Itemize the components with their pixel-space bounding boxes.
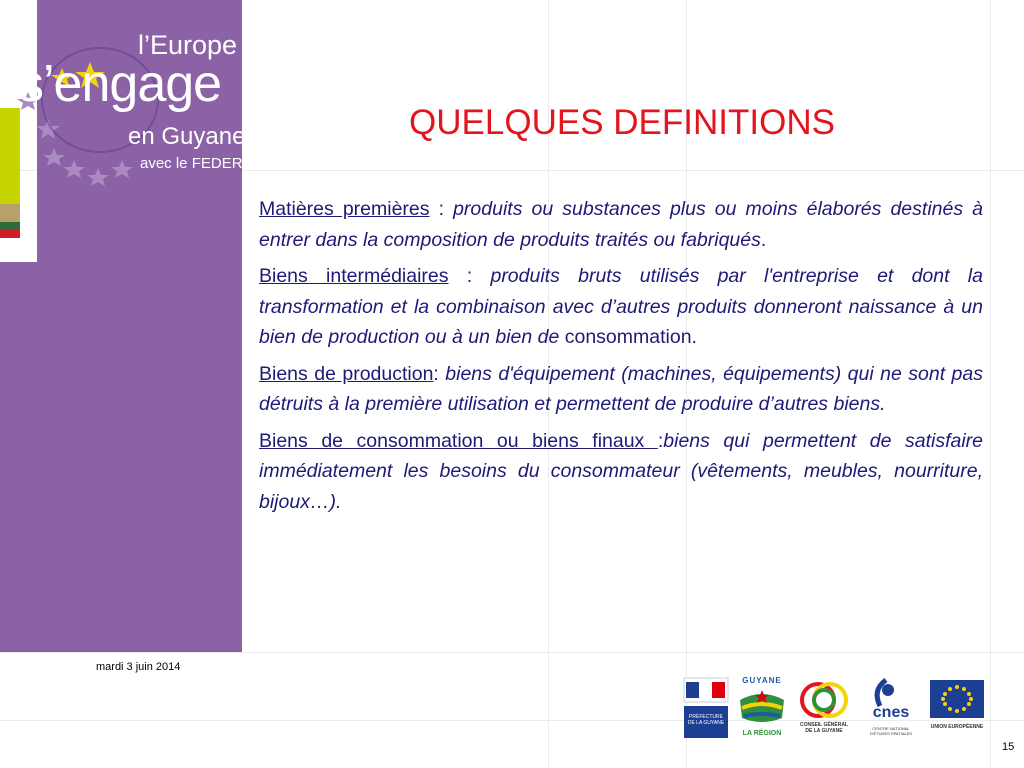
europe-sengage-logo — [0, 0, 246, 190]
definition-separator: : — [657, 429, 664, 452]
logo-line-feder: avec le FEDER — [140, 155, 243, 172]
logo-line-guyane: en Guyane — [128, 123, 246, 150]
definitions-list — [259, 194, 983, 523]
page-number: 15 — [1002, 741, 1015, 753]
definition-term: Biens de production — [259, 362, 434, 385]
slide-date: mardi 3 juin 2014 — [96, 661, 181, 673]
sidebar-stripe-tan — [0, 204, 20, 222]
union-europeenne-logo — [928, 676, 986, 740]
guyane-region-caption: LA RÉGION — [742, 730, 782, 737]
definition-tail: . — [760, 228, 767, 251]
guyane-la-region-logo — [736, 676, 788, 740]
definition-term: Matières premières — [259, 198, 430, 220]
logo-line-engage: s’engage — [18, 55, 222, 113]
guyane-region-top-label: GUYANE — [742, 676, 782, 685]
prefecture-caption: PRÉFECTURE DE LA GUYANE — [687, 714, 725, 726]
definition-text: produits ou substances plus ou moins élaborés destinés à entrer dans la composition de produits traités ou fabriqués — [259, 198, 983, 251]
definition-text: biens d'équipement (machines, équipements) qui ne sont pas détruits à la première utilisation et permettent de produire d’autres biens. — [259, 362, 983, 415]
definition-separator: : — [448, 265, 491, 287]
sidebar-lower-panel — [0, 262, 37, 652]
prefecture-de-la-guyane-logo — [682, 676, 730, 740]
definition-separator: : — [433, 362, 446, 385]
slide-title: QUELQUES DEFINITIONS — [409, 103, 835, 142]
definition-separator: : — [429, 198, 454, 220]
cnes-label: cnes — [872, 704, 910, 721]
conseil-general-caption: CONSEIL GÉNÉRAL DE LA GUYANE — [800, 722, 848, 734]
definition-text: biens qui permettent de satisfaire immédiatement les besoins du consommateur (vêtements, meubles, nourriture, bijoux…). — [259, 429, 984, 513]
definition-item — [259, 261, 983, 353]
union-europeenne-caption: UNION EUROPÉENNE — [930, 724, 984, 730]
cnes-logo — [866, 676, 916, 740]
logo-line-europe: l’Europe — [138, 30, 238, 60]
sidebar — [0, 0, 246, 652]
definition-text: produits bruts utilisés par l'entreprise et dont la transformation et la combinaison avec d’autres produits donneront naissance à un bien de production ou à un bien de — [259, 265, 983, 348]
sidebar-stripe-darkgreen — [0, 222, 20, 230]
sidebar-stripe-red — [0, 230, 20, 238]
definition-term: Biens intermédiaires — [259, 265, 449, 287]
partner-logos — [682, 676, 988, 742]
definition-item — [259, 194, 983, 255]
definition-tail: consommation. — [559, 326, 697, 348]
definition-item — [259, 426, 983, 518]
definition-item — [259, 359, 983, 420]
conseil-general-logo — [796, 676, 852, 740]
cnes-caption: CENTRE NATIONAL D'ÉTUDES SPATIALES — [869, 726, 913, 736]
definition-term: Biens de consommation ou biens finaux — [259, 429, 658, 452]
